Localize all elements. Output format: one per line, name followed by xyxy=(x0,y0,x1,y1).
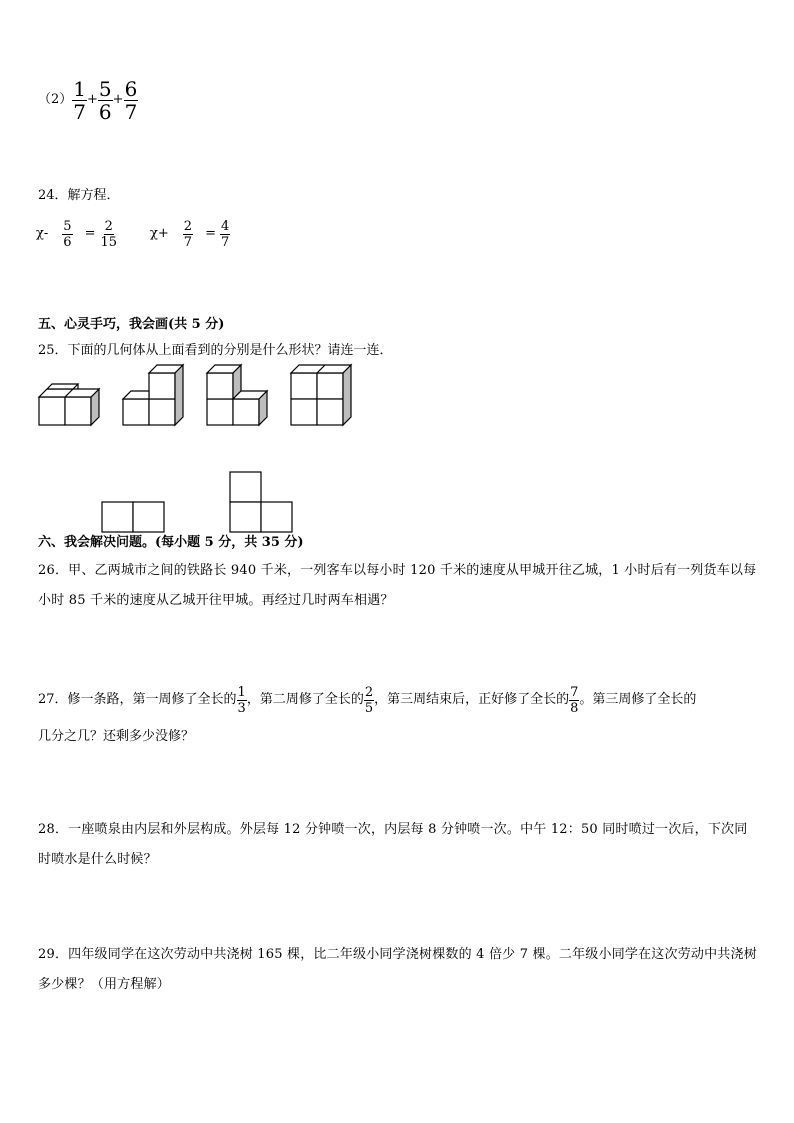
fraction: $\frac{2}{5}$ xyxy=(364,684,374,716)
fraction: $\frac{1}{7}$ xyxy=(73,76,87,124)
fraction: $\frac{4}{7}$ xyxy=(220,218,230,250)
q27-line-2: 几分之几？还剩多少没修？ xyxy=(38,729,195,744)
fraction: $\frac{5}{6}$ xyxy=(63,218,72,250)
q23-expression xyxy=(38,76,138,124)
top-view-shape-1 xyxy=(102,502,164,532)
fraction: $\frac{7}{8}$ xyxy=(570,684,579,716)
solid-figure-3 xyxy=(207,365,267,425)
top-view-shape-2 xyxy=(230,472,292,532)
section-5-heading: 五、心灵手巧，我会画(共 5 分) xyxy=(38,317,225,332)
q27-line-1: 27．修一条路，第一周修了全长的 $\frac{1}{3}$ ，第二周修了全长的 $\frac{2}{5}$ ，第三周结束后，正好修了全长的 $\frac{7}{8}$ 。第三周修了全长的 xyxy=(38,684,697,716)
q23-label: （2） xyxy=(38,92,73,107)
equation-1: χ- $\frac{5}{6}$ = $\frac{2}{15}$ xyxy=(36,218,118,250)
fraction: $\frac{2}{7}$ xyxy=(183,218,193,250)
solid-figure-4 xyxy=(291,365,351,425)
fraction: $\frac{2}{15}$ xyxy=(100,218,118,250)
section-6-heading: 六、我会解决问题。(每小题 5 分，共 35 分) xyxy=(38,535,304,550)
plus-sign: + xyxy=(87,92,98,107)
fraction: $\frac{6}{7}$ xyxy=(124,76,138,124)
equation-2: χ+ $\frac{2}{7}$ = $\frac{4}{7}$ xyxy=(150,218,230,250)
solid-figures xyxy=(30,362,370,538)
plus-sign: + xyxy=(112,92,124,107)
q29-text: 29．四年级同学在这次劳动中共浇树 165 棵，比二年级小同学浇树棵数的 4 倍少 7 棵。二年级小同学在这次劳动中共浇树多少棵？（用方程解） xyxy=(38,947,757,992)
q26-text: 26．甲、乙两城市之间的铁路长 940 千米，一列客车以每小时 120 千米的速度从甲城开往乙城，1 小时后有一列货车以每小时 85 千米的速度从乙城开往甲城。再经过几时两车相遇？ xyxy=(38,563,757,608)
fraction: $\frac{5}{6}$ xyxy=(98,76,112,124)
q25-text: 25．下面的几何体从上面看到的分别是什么形状？请连一连． xyxy=(38,343,393,358)
solid-figure-2 xyxy=(123,365,183,425)
fraction: $\frac{1}{3}$ xyxy=(237,684,246,716)
q28-text: 28．一座喷泉由内层和外层构成。外层每 12 分钟喷一次，内层每 8 分钟喷一次。中午 12：50 同时喷过一次后，下次同时喷水是什么时候？ xyxy=(38,822,748,867)
solid-figure-1 xyxy=(39,384,99,425)
q24-title: 24．解方程． xyxy=(38,188,120,203)
